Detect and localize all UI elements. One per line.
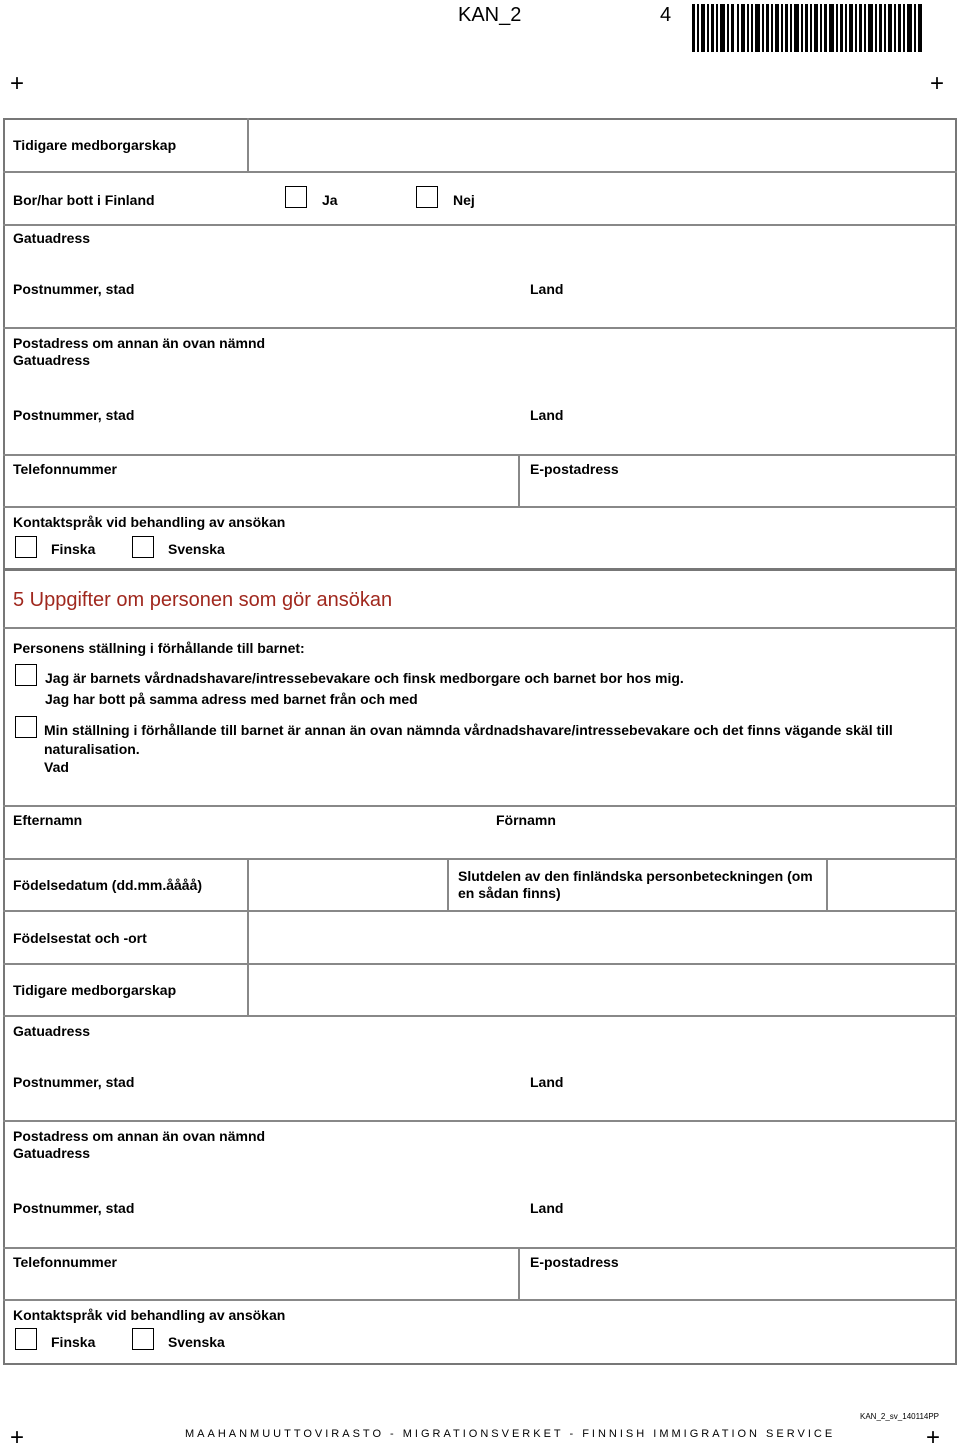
country-label: Land — [530, 1200, 564, 1216]
postcode-city-label: Postnummer, stad — [13, 1074, 135, 1090]
other-relation-checkbox[interactable] — [15, 716, 37, 738]
postal-address-other-label: Postadress om annan än ovan nämnd — [13, 335, 266, 351]
previous-citizenship-field[interactable] — [249, 965, 955, 1015]
country-label: Land — [530, 407, 564, 423]
lived-in-finland-label: Bor/har bott i Finland — [13, 192, 155, 208]
agency-footer: MAAHANMUUTTOVIRASTO - MIGRATIONSVERKET - FINNISH IMMIGRATION SERVICE — [185, 1428, 836, 1440]
email-label: E-postadress — [530, 461, 619, 477]
first-name-label: Förnamn — [496, 812, 556, 828]
yes-label: Ja — [322, 192, 338, 208]
surname-label: Efternamn — [13, 812, 83, 828]
relation-heading: Personens ställning i förhållande till barnet: — [13, 640, 305, 656]
street-address-label: Gatuadress — [13, 1145, 91, 1161]
what-label: Vad — [44, 759, 69, 775]
previous-citizenship-field[interactable] — [249, 120, 955, 171]
birth-date-field[interactable] — [249, 860, 447, 910]
registration-mark-icon: + — [926, 1424, 941, 1451]
phone-label: Telefonnummer — [13, 1254, 117, 1270]
page-number: 4 — [660, 4, 672, 26]
swedish-label: Svenska — [168, 1334, 225, 1350]
guardian-option-checkbox[interactable] — [15, 664, 37, 686]
phone-label: Telefonnummer — [13, 461, 117, 477]
registration-mark-icon: + — [10, 1424, 25, 1451]
email-label: E-postadress — [530, 1254, 619, 1270]
same-address-since-label: Jag har bott på samma adress med barnet från och med — [45, 691, 418, 707]
finnish-checkbox[interactable] — [15, 1328, 37, 1350]
finnish-label: Finska — [51, 1334, 96, 1350]
street-address-label: Gatuadress — [13, 230, 91, 246]
country-label: Land — [530, 281, 564, 297]
form-reference: KAN_2_sv_140114PP — [860, 1412, 940, 1421]
lived-in-finland-yes-checkbox[interactable] — [285, 186, 307, 208]
registration-mark-icon: + — [930, 70, 945, 97]
country-label: Land — [530, 1074, 564, 1090]
street-address-label: Gatuadress — [13, 352, 91, 368]
no-label: Nej — [453, 192, 475, 208]
other-relation-text: Min ställning i förhållande till barnet är annan än ovan nämnda vårdnadshavare/intressebevakare och det finns vägande skäl till naturalisation. — [44, 722, 893, 757]
guardian-option-text: Jag är barnets vårdnadshavare/intressebevakare och finsk medborgare och barnet bor hos mig. — [45, 670, 684, 686]
finnish-label: Finska — [51, 541, 96, 557]
postal-address-other-label: Postadress om annan än ovan nämnd — [13, 1128, 266, 1144]
swedish-checkbox[interactable] — [132, 1328, 154, 1350]
postcode-city-label: Postnummer, stad — [13, 1200, 135, 1216]
contact-language-label: Kontaktspråk vid behandling av ansökan — [13, 514, 286, 530]
street-address-label: Gatuadress — [13, 1023, 91, 1039]
previous-citizenship-label: Tidigare medborgarskap — [13, 982, 177, 998]
barcode-icon — [692, 4, 922, 52]
registration-mark-icon: + — [10, 70, 25, 97]
birth-place-label: Födelsestat och -ort — [13, 930, 147, 946]
section-5-title: 5 Uppgifter om personen som gör ansökan — [13, 589, 393, 611]
lived-in-finland-no-checkbox[interactable] — [416, 186, 438, 208]
birth-date-label: Födelsedatum (dd.mm.åååå) — [13, 877, 203, 893]
birth-place-field[interactable] — [249, 912, 955, 963]
contact-language-label: Kontaktspråk vid behandling av ansökan — [13, 1307, 286, 1323]
postcode-city-label: Postnummer, stad — [13, 281, 135, 297]
previous-citizenship-label: Tidigare medborgarskap — [13, 137, 177, 153]
personal-id-suffix-label: Slutdelen av den finländska personbeteckningen (om en sådan finns) — [458, 868, 813, 901]
swedish-checkbox[interactable] — [132, 536, 154, 558]
form-code: KAN_2 — [458, 4, 522, 26]
personal-id-suffix-field[interactable] — [828, 860, 955, 910]
swedish-label: Svenska — [168, 541, 225, 557]
postcode-city-label: Postnummer, stad — [13, 407, 135, 423]
finnish-checkbox[interactable] — [15, 536, 37, 558]
